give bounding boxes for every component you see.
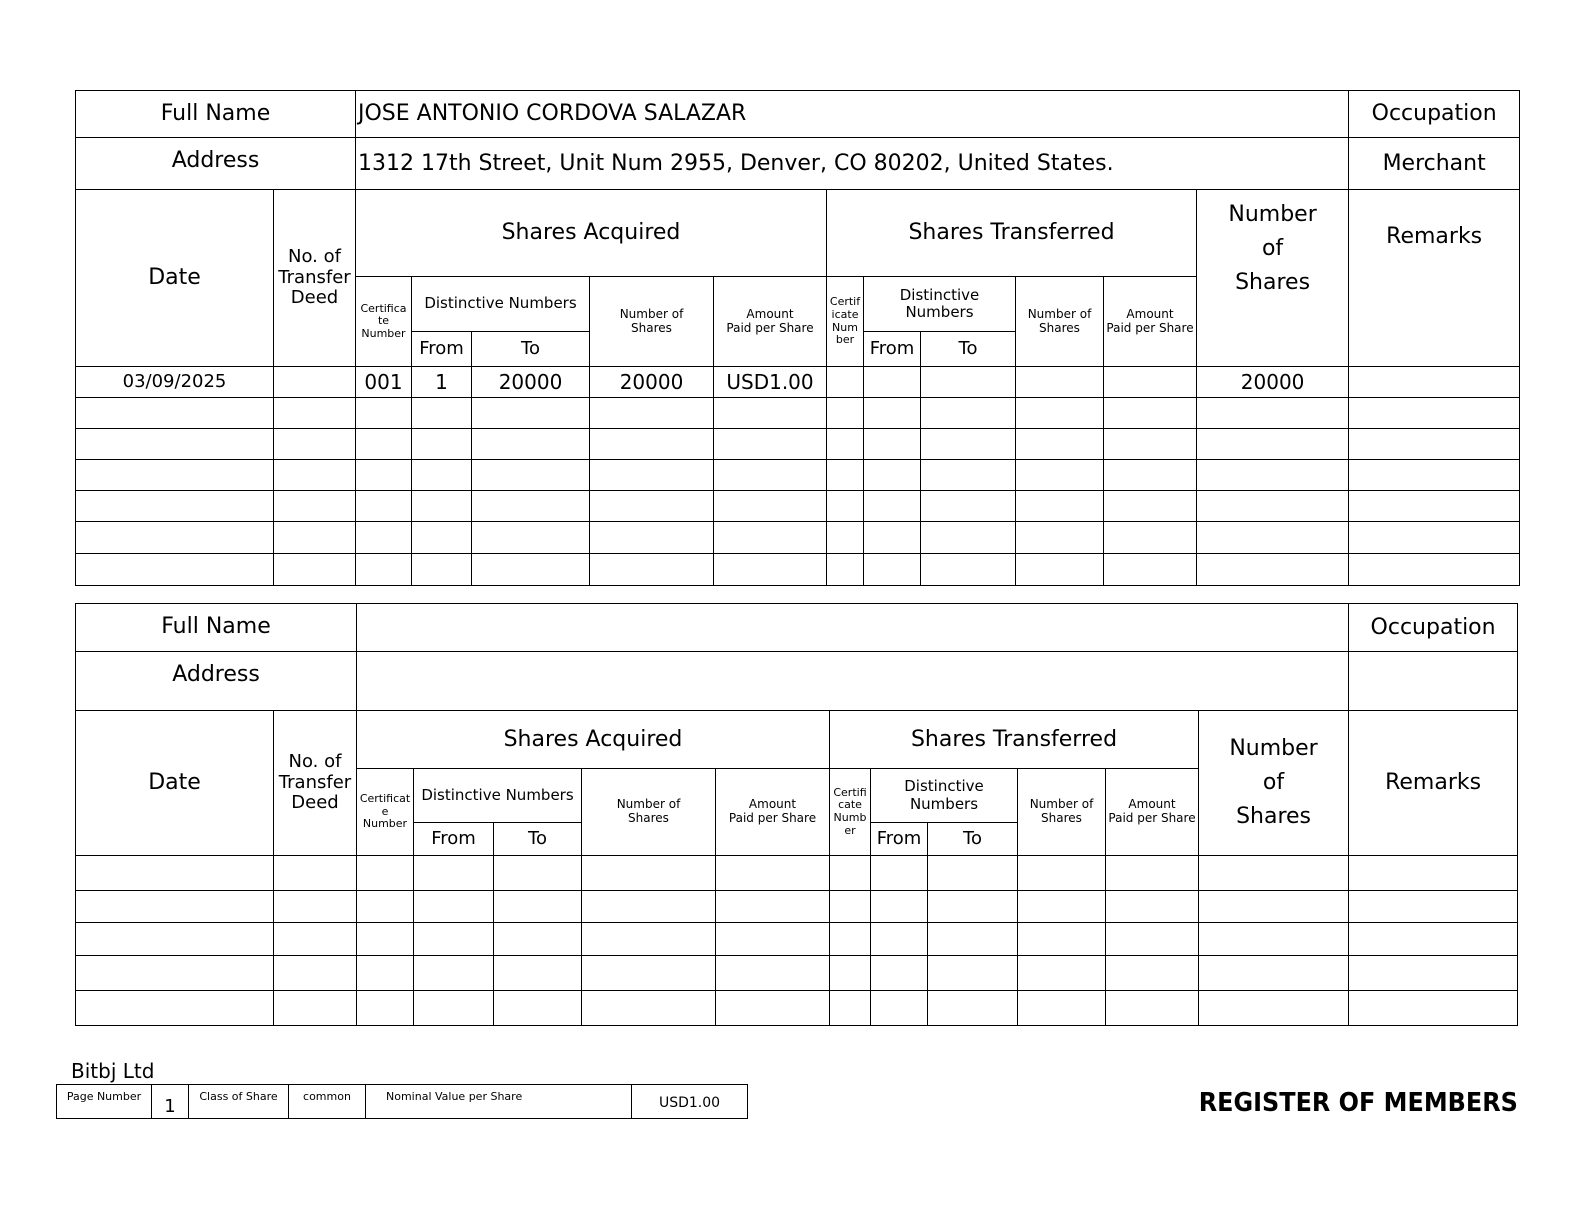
row-remarks	[1349, 367, 1520, 398]
cert-tr-line-1: Certif	[829, 295, 861, 309]
class-of-share-label: Class of Share	[189, 1085, 289, 1119]
num-shares-tr-line-1: Number of	[1027, 306, 1092, 321]
transfer-deed-header	[274, 190, 356, 367]
num-shares-line-2: Shares	[628, 811, 669, 825]
full-name-value	[357, 604, 1349, 652]
transfer-deed-header	[274, 711, 357, 856]
transfer-certificate-header	[827, 277, 864, 367]
cert-tr-line-3: Num	[832, 320, 858, 334]
table-row	[76, 367, 1520, 398]
number-of-shares-header	[1199, 711, 1349, 856]
cert-tr-line-2: icate	[831, 307, 859, 321]
cert-acq-line-3: Number	[362, 817, 408, 831]
document-title: REGISTER OF MEMBERS	[1198, 1088, 1518, 1118]
remarks-header: Remarks	[1349, 711, 1518, 856]
address-row	[76, 138, 1520, 190]
distinctive-line-1: Distinctive	[904, 777, 984, 796]
number-of-shares-tr-header	[1016, 277, 1104, 367]
header-row-1	[76, 711, 1518, 769]
full-name-row	[76, 91, 1520, 138]
number-of-shares-line-3: Shares	[1235, 270, 1311, 296]
table-row	[76, 491, 1520, 522]
page-number-value: 1	[152, 1085, 189, 1119]
amount-line-2: Paid per Share	[726, 320, 814, 335]
transfer-distinctive-header	[864, 277, 1016, 332]
amount-paid-tr-header	[1104, 277, 1197, 367]
distinctive-numbers-header: Distinctive Numbers	[414, 769, 582, 823]
amount-paid-acq-header	[716, 769, 830, 856]
transfer-distinctive-header	[871, 769, 1018, 823]
row-total: 20000	[1197, 367, 1349, 398]
cert-acq-line-2: e	[381, 804, 389, 818]
shares-acquired-header: Shares Acquired	[357, 711, 830, 769]
shares-transferred-header: Shares Transferred	[830, 711, 1199, 769]
amount-tr-line-2: Paid per Share	[1108, 811, 1196, 825]
nominal-value-value: USD1.00	[632, 1085, 748, 1119]
occupation-label: Occupation	[1349, 91, 1520, 138]
row-cert: 001	[356, 367, 412, 398]
address-value	[357, 652, 1349, 711]
distinctive-line-2: Numbers	[909, 794, 979, 813]
from-header: From	[414, 823, 494, 856]
footer-info	[56, 1084, 747, 1119]
table-row	[76, 891, 1518, 923]
register-entry-2	[75, 603, 1517, 1026]
transfer-deed-line-1: No. of	[288, 245, 341, 267]
from-header: From	[412, 332, 472, 367]
number-of-shares-line-2: of	[1261, 236, 1284, 262]
date-header: Date	[76, 711, 274, 856]
certificate-number-header	[356, 277, 412, 367]
number-of-shares-acq-header	[590, 277, 714, 367]
table-row	[76, 460, 1520, 491]
table-row	[76, 956, 1518, 991]
address-label: Address	[76, 652, 357, 711]
class-of-share-value: common	[289, 1085, 366, 1119]
table-row	[76, 991, 1518, 1026]
full-name-value: JOSE ANTONIO CORDOVA SALAZAR	[356, 91, 1349, 138]
cert-acq-line-1: Certifica	[360, 301, 407, 315]
from-tr-header: From	[864, 332, 921, 367]
occupation-value	[1349, 652, 1518, 711]
amount-paid-acq-header	[714, 277, 827, 367]
cert-tr-line-4: ber	[835, 333, 855, 347]
row-t-to	[921, 367, 1016, 398]
number-of-shares-line-1: Number	[1228, 202, 1317, 227]
num-shares-line-2: Shares	[631, 320, 672, 335]
row-from: 1	[412, 367, 472, 398]
num-shares-tr-line-2: Shares	[1041, 811, 1082, 825]
table-row	[76, 923, 1518, 956]
distinctive-line-2: Numbers	[905, 303, 974, 321]
row-t-cert	[827, 367, 864, 398]
register-table-2	[75, 603, 1518, 1026]
shares-transferred-header: Shares Transferred	[827, 190, 1197, 277]
transfer-deed-line-1: No. of	[288, 750, 342, 772]
register-entry-1	[75, 90, 1519, 586]
amount-tr-line-1: Amount	[1128, 797, 1176, 812]
number-of-shares-header	[1197, 190, 1349, 367]
transfer-certificate-header	[830, 769, 871, 856]
table-row	[76, 856, 1518, 891]
row-to: 20000	[472, 367, 590, 398]
address-label: Address	[76, 138, 356, 190]
page-number-label: Page Number	[57, 1085, 152, 1119]
occupation-label: Occupation	[1349, 604, 1518, 652]
nominal-value-label: Nominal Value per Share	[366, 1085, 632, 1119]
shares-acquired-header: Shares Acquired	[356, 190, 827, 277]
num-shares-tr-line-2: Shares	[1039, 320, 1080, 335]
register-table-1	[75, 90, 1520, 586]
address-value: 1312 17th Street, Unit Num 2955, Denver, CO 80202, United States.	[356, 138, 1349, 190]
to-header: To	[472, 332, 590, 367]
number-of-shares-line-2: of	[1262, 769, 1285, 795]
table-row	[76, 398, 1520, 429]
transfer-deed-line-2: Transfer	[278, 771, 352, 793]
row-t-num	[1016, 367, 1104, 398]
amount-line-1: Amount	[746, 306, 794, 321]
cert-acq-line-1: Certificat	[359, 792, 411, 806]
row-num: 20000	[590, 367, 714, 398]
num-shares-line-1: Number of	[616, 797, 681, 812]
from-tr-header: From	[871, 823, 928, 856]
number-of-shares-tr-header	[1018, 769, 1106, 856]
num-shares-tr-line-1: Number of	[1029, 797, 1094, 812]
amount-line-2: Paid per Share	[728, 811, 817, 825]
row-t-amount	[1104, 367, 1197, 398]
to-header: To	[494, 823, 582, 856]
amount-tr-line-1: Amount	[1126, 306, 1174, 321]
row-date: 03/09/2025	[76, 367, 274, 398]
cert-tr-line-1: Certifi	[833, 785, 867, 799]
company-name: Bitbj Ltd	[71, 1059, 155, 1083]
transfer-deed-line-3: Deed	[290, 287, 339, 309]
cert-tr-line-2: cate	[838, 798, 862, 812]
full-name-label: Full Name	[76, 604, 357, 652]
table-row	[76, 429, 1520, 460]
distinctive-line-1: Distinctive	[899, 285, 980, 304]
amount-tr-line-2: Paid per Share	[1106, 320, 1194, 335]
address-row	[76, 652, 1518, 711]
amount-line-1: Amount	[748, 797, 797, 812]
occupation-value: Merchant	[1349, 138, 1520, 190]
cert-acq-line-3: Number	[361, 326, 406, 340]
full-name-row	[76, 604, 1518, 652]
row-amount: USD1.00	[714, 367, 827, 398]
cert-tr-line-3: Numb	[833, 811, 867, 824]
header-row-1	[76, 190, 1520, 277]
full-name-label: Full Name	[76, 91, 356, 138]
row-deed	[274, 367, 356, 398]
certificate-number-header	[357, 769, 414, 856]
row-t-from	[864, 367, 921, 398]
num-shares-line-1: Number of	[619, 306, 684, 321]
to-tr-header: To	[928, 823, 1018, 856]
number-of-shares-line-3: Shares	[1236, 804, 1312, 830]
number-of-shares-line-1: Number	[1229, 735, 1318, 761]
cert-acq-line-2: te	[377, 314, 390, 328]
table-row	[76, 522, 1520, 554]
date-header: Date	[76, 190, 274, 367]
amount-paid-tr-header	[1106, 769, 1199, 856]
remarks-header: Remarks	[1349, 190, 1520, 367]
number-of-shares-acq-header	[582, 769, 716, 856]
table-row	[76, 554, 1520, 586]
cert-tr-line-4: er	[844, 823, 856, 837]
transfer-deed-line-3: Deed	[291, 792, 339, 814]
footer-table	[56, 1084, 748, 1119]
distinctive-numbers-header: Distinctive Numbers	[412, 277, 590, 332]
to-tr-header: To	[921, 332, 1016, 367]
transfer-deed-line-2: Transfer	[278, 266, 351, 288]
